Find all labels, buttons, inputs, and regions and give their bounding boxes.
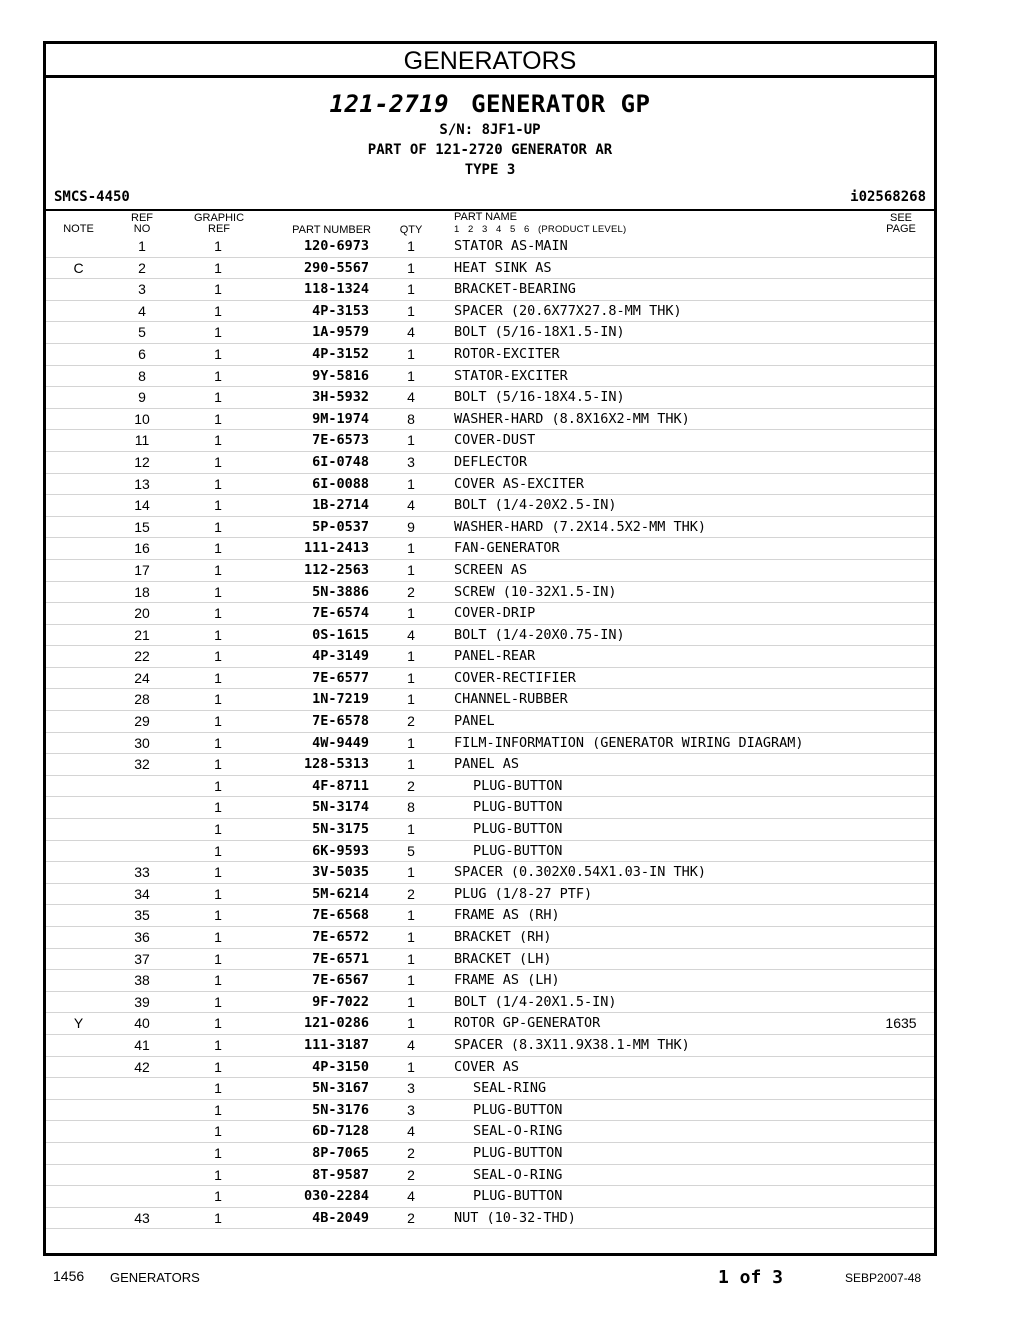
qty-cell: 8	[407, 799, 415, 816]
qty-cell: 1	[407, 605, 415, 622]
part-number-cell: 118-1324	[303, 281, 369, 298]
type-line: TYPE 3	[464, 162, 516, 178]
part-name-cell: SEAL-O-RING	[473, 1166, 563, 1183]
part-name-cell: SCREW (10-32X1.5-IN)	[454, 583, 617, 600]
qty-cell: 1	[407, 238, 415, 254]
table-row	[46, 711, 934, 733]
qty-cell: 2	[407, 1166, 415, 1183]
table-row	[46, 495, 934, 517]
part-name-cell: PANEL-REAR	[454, 648, 536, 665]
qty-cell: 4	[407, 626, 415, 643]
graphic-ref-cell: 1	[214, 842, 222, 859]
qty-cell: 1	[407, 929, 415, 945]
graphic-ref-cell: 1	[214, 864, 222, 881]
part-of-line: PART OF 121-2720 GENERATOR AR	[367, 142, 613, 158]
part-name-cell: SEAL-O-RING	[473, 1123, 563, 1140]
see-page-cell: 1635	[885, 1015, 917, 1032]
graphic-ref-cell: 1	[214, 1036, 222, 1053]
part-name-cell: PANEL AS	[454, 756, 520, 773]
col-header-ref-no: REF NO	[131, 212, 153, 235]
parts-page-frame	[43, 41, 937, 1256]
qty-cell: 4	[407, 389, 415, 406]
table-row	[46, 517, 934, 539]
qty-cell: 2	[407, 885, 415, 902]
part-name-cell: FRAME AS (LH)	[454, 972, 560, 989]
table-row	[46, 1013, 934, 1035]
part-number-cell: 128-5313	[303, 756, 369, 773]
part-name-cell: ROTOR-EXCITER	[454, 345, 560, 362]
graphic-ref-cell: 1	[214, 518, 222, 535]
part-name-cell: BOLT (1/4-20X1.5-IN)	[454, 993, 617, 1010]
smcs-code: SMCS-4450	[54, 189, 130, 205]
ref-no-cell: 40	[134, 1015, 150, 1032]
qty-cell: 1	[407, 821, 415, 838]
ref-no-cell: 1	[138, 238, 146, 254]
table-row	[46, 366, 934, 388]
qty-cell: 3	[407, 1080, 415, 1097]
ref-no-cell: 21	[134, 626, 150, 643]
graphic-ref-cell: 1	[214, 821, 222, 838]
table-row	[46, 625, 934, 647]
table-row	[46, 560, 934, 582]
part-name-cell: SPACER (0.302X0.54X1.03-IN THK)	[454, 864, 706, 881]
table-row	[46, 646, 934, 668]
part-name-cell: PLUG-BUTTON	[473, 842, 563, 859]
part-number-cell: 4W-9449	[312, 734, 369, 751]
table-row	[46, 776, 934, 798]
note-cell: C	[73, 259, 84, 276]
graphic-ref-cell: 1	[214, 626, 222, 643]
part-name-cell: PLUG-BUTTON	[473, 1101, 563, 1118]
graphic-ref-cell: 1	[214, 453, 222, 470]
part-name-cell: BRACKET (RH)	[454, 929, 552, 945]
ref-no-cell: 12	[134, 453, 150, 470]
part-number-cell: 1A-9579	[312, 324, 369, 341]
part-number-cell: 9Y-5816	[312, 367, 369, 384]
table-row	[46, 1186, 934, 1208]
part-number-cell: 5N-3175	[312, 821, 369, 838]
table-row	[46, 733, 934, 755]
part-number-cell: 4B-2049	[312, 1209, 369, 1226]
ref-no-cell: 8	[138, 367, 146, 384]
table-row	[46, 538, 934, 560]
graphic-ref-cell: 1	[214, 345, 222, 362]
footer-doc-id: SEBP2007-48	[845, 1271, 922, 1285]
graphic-ref-cell: 1	[214, 561, 222, 578]
part-number-cell: 5M-6214	[312, 885, 369, 902]
qty-cell: 2	[407, 1144, 415, 1161]
part-name-cell: COVER-DRIP	[454, 605, 536, 622]
table-row	[46, 344, 934, 366]
part-name-cell: STATOR AS-MAIN	[454, 238, 568, 254]
ref-no-cell: 39	[134, 993, 150, 1010]
graphic-ref-cell: 1	[214, 497, 222, 514]
qty-cell: 1	[407, 993, 415, 1010]
table-row	[46, 474, 934, 496]
part-name-cell: PLUG-BUTTON	[473, 799, 563, 816]
part-name-cell: COVER AS	[454, 1058, 520, 1075]
part-number-cell: 8T-9587	[312, 1166, 369, 1183]
table-row	[46, 905, 934, 927]
table-row	[46, 1078, 934, 1100]
part-number-cell: 5N-3174	[312, 799, 369, 816]
ref-no-cell: 42	[134, 1058, 150, 1075]
graphic-ref-cell: 1	[214, 1101, 222, 1118]
ref-no-cell: 43	[134, 1209, 150, 1226]
ref-no-cell: 29	[134, 713, 150, 730]
part-name-cell: SPACER (20.6X77X27.8-MM THK)	[454, 302, 682, 319]
graphic-ref-cell: 1	[214, 929, 222, 945]
part-number-cell: 1B-2714	[312, 497, 369, 514]
col-header-part-name: PART NAME	[454, 211, 517, 223]
ref-no-cell: 3	[138, 281, 146, 298]
ref-no-cell: 4	[138, 302, 146, 319]
part-name-cell: BOLT (5/16-18X4.5-IN)	[454, 389, 625, 406]
ref-no-cell: 14	[134, 497, 150, 514]
graphic-ref-cell: 1	[214, 432, 222, 449]
part-name-cell: BOLT (1/4-20X0.75-IN)	[454, 626, 625, 643]
part-number-cell: 7E-6573	[312, 432, 369, 449]
table-row	[46, 258, 934, 280]
ref-no-cell: 22	[134, 648, 150, 665]
table-row	[46, 1121, 934, 1143]
part-name-cell: CHANNEL-RUBBER	[454, 691, 568, 708]
qty-cell: 1	[407, 281, 415, 298]
graphic-ref-cell: 1	[214, 410, 222, 427]
ref-no-cell: 38	[134, 972, 150, 989]
parts-table	[46, 236, 934, 1229]
part-name-cell: STATOR-EXCITER	[454, 367, 568, 384]
part-name-cell: WASHER-HARD (7.2X14.5X2-MM THK)	[454, 518, 706, 535]
part-name-cell: BOLT (1/4-20X2.5-IN)	[454, 497, 617, 514]
graphic-ref-cell: 1	[214, 648, 222, 665]
part-number-cell: 7E-6571	[312, 950, 369, 967]
part-name-cell: PLUG-BUTTON	[473, 1188, 563, 1205]
ref-no-cell: 13	[134, 475, 150, 492]
graphic-ref-cell: 1	[214, 389, 222, 406]
graphic-ref-cell: 1	[214, 1144, 222, 1161]
table-row	[46, 927, 934, 949]
part-number-cell: 3V-5035	[312, 864, 369, 881]
part-number-cell: 5N-3886	[312, 583, 369, 600]
footer-section: GENERATORS	[110, 1270, 200, 1285]
part-name-cell: DEFLECTOR	[454, 453, 528, 470]
part-number-cell: 121-0286	[303, 1015, 369, 1032]
serial-number: S/N: 8JF1-UP	[439, 122, 541, 138]
ref-no-cell: 10	[134, 410, 150, 427]
qty-cell: 1	[407, 864, 415, 881]
part-number-cell: 030-2284	[303, 1188, 369, 1205]
graphic-ref-cell: 1	[214, 1188, 222, 1205]
table-row	[46, 236, 934, 258]
part-number-cell: 5P-0537	[312, 518, 369, 535]
graphic-ref-cell: 1	[214, 1123, 222, 1140]
part-name-cell: COVER-RECTIFIER	[454, 669, 576, 686]
graphic-ref-cell: 1	[214, 691, 222, 708]
part-number-cell: 6I-0088	[312, 475, 369, 492]
qty-cell: 5	[407, 842, 415, 859]
graphic-ref-cell: 1	[214, 972, 222, 989]
part-name-cell: FILM-INFORMATION (GENERATOR WIRING DIAGRAM)	[454, 734, 804, 751]
qty-cell: 1	[407, 561, 415, 578]
qty-cell: 3	[407, 453, 415, 470]
qty-cell: 2	[407, 1209, 415, 1226]
graphic-ref-cell: 1	[214, 799, 222, 816]
table-row	[46, 430, 934, 452]
graphic-ref-cell: 1	[214, 950, 222, 967]
qty-cell: 1	[407, 540, 415, 557]
ref-no-cell: 24	[134, 669, 150, 686]
graphic-ref-cell: 1	[214, 540, 222, 557]
group-name: GENERATOR GP	[471, 90, 651, 118]
part-name-cell: BOLT (5/16-18X1.5-IN)	[454, 324, 625, 341]
part-name-cell: NUT (10-32-THD)	[454, 1209, 576, 1226]
qty-cell: 1	[407, 259, 415, 276]
qty-cell: 1	[407, 972, 415, 989]
col-header-product-level: 1 2 3 4 5 6 (PRODUCT LEVEL)	[454, 224, 627, 235]
qty-cell: 3	[407, 1101, 415, 1118]
table-row	[46, 1208, 934, 1230]
table-row	[46, 1143, 934, 1165]
graphic-ref-cell: 1	[214, 475, 222, 492]
ref-no-cell: 33	[134, 864, 150, 881]
graphic-ref-cell: 1	[214, 238, 222, 254]
part-name-cell: BRACKET (LH)	[454, 950, 552, 967]
group-title	[46, 89, 934, 119]
part-number-cell: 7E-6567	[312, 972, 369, 989]
table-row	[46, 992, 934, 1014]
graphic-ref-cell: 1	[214, 1166, 222, 1183]
ref-no-cell: 11	[134, 432, 150, 449]
graphic-ref-cell: 1	[214, 302, 222, 319]
qty-cell: 4	[407, 324, 415, 341]
part-name-cell: PANEL	[454, 713, 495, 730]
qty-cell: 1	[407, 1058, 415, 1075]
part-number-cell: 5N-3176	[312, 1101, 369, 1118]
graphic-ref-cell: 1	[214, 1015, 222, 1032]
part-name-cell: SPACER (8.3X11.9X38.1-MM THK)	[454, 1036, 690, 1053]
ref-no-cell: 35	[134, 907, 150, 924]
part-name-cell: PLUG (1/8-27 PTF)	[454, 885, 593, 902]
table-row	[46, 884, 934, 906]
qty-cell: 1	[407, 1015, 415, 1032]
qty-cell: 4	[407, 1036, 415, 1053]
part-name-cell: ROTOR GP-GENERATOR	[454, 1015, 601, 1032]
ref-no-cell: 16	[134, 540, 150, 557]
col-header-note: NOTE	[63, 223, 94, 235]
qty-cell: 1	[407, 691, 415, 708]
col-header-graphic-ref: GRAPHIC REF	[193, 212, 245, 235]
qty-cell: 1	[407, 345, 415, 362]
ref-no-cell: 41	[134, 1036, 150, 1053]
ref-no-cell: 15	[134, 518, 150, 535]
graphic-ref-cell: 1	[214, 885, 222, 902]
qty-cell: 1	[407, 367, 415, 384]
part-number-cell: 6D-7128	[312, 1123, 369, 1140]
ref-no-cell: 30	[134, 734, 150, 751]
part-number-cell: 0S-1615	[312, 626, 369, 643]
graphic-ref-cell: 1	[214, 734, 222, 751]
ref-no-cell: 37	[134, 950, 150, 967]
table-row	[46, 862, 934, 884]
ref-no-cell: 18	[134, 583, 150, 600]
table-row	[46, 301, 934, 323]
table-row	[46, 387, 934, 409]
part-name-cell: PLUG-BUTTON	[473, 777, 563, 794]
qty-cell: 2	[407, 583, 415, 600]
part-number-cell: 7E-6578	[312, 713, 369, 730]
table-row	[46, 279, 934, 301]
ref-no-cell: 36	[134, 929, 150, 945]
graphic-ref-cell: 1	[214, 281, 222, 298]
part-number-cell: 4P-3152	[312, 345, 369, 362]
part-number-cell: 111-2413	[303, 540, 369, 557]
part-number-cell: 5N-3167	[312, 1080, 369, 1097]
table-row	[46, 819, 934, 841]
group-number: 121-2719	[329, 90, 450, 118]
qty-cell: 1	[407, 669, 415, 686]
table-row	[46, 797, 934, 819]
part-name-cell: SCREEN AS	[454, 561, 528, 578]
ref-no-cell: 9	[138, 389, 146, 406]
qty-cell: 4	[407, 1188, 415, 1205]
table-row	[46, 949, 934, 971]
part-number-cell: 9F-7022	[312, 993, 369, 1010]
part-number-cell: 4P-3150	[312, 1058, 369, 1075]
ref-no-cell: 32	[134, 756, 150, 773]
graphic-ref-cell: 1	[214, 669, 222, 686]
table-row	[46, 582, 934, 604]
graphic-ref-cell: 1	[214, 583, 222, 600]
qty-cell: 1	[407, 475, 415, 492]
graphic-ref-cell: 1	[214, 259, 222, 276]
part-name-cell: HEAT SINK AS	[454, 259, 552, 276]
part-number-cell: 8P-7065	[312, 1144, 369, 1161]
part-number-cell: 7E-6574	[312, 605, 369, 622]
part-number-cell: 4P-3149	[312, 648, 369, 665]
part-name-cell: FAN-GENERATOR	[454, 540, 560, 557]
qty-cell: 1	[407, 756, 415, 773]
part-number-cell: 120-6973	[303, 238, 369, 254]
part-number-cell: 1N-7219	[312, 691, 369, 708]
col-header-qty: QTY	[399, 224, 423, 236]
part-name-cell: PLUG-BUTTON	[473, 1144, 563, 1161]
part-number-cell: 7E-6568	[312, 907, 369, 924]
part-number-cell: 6K-9593	[312, 842, 369, 859]
graphic-ref-cell: 1	[214, 713, 222, 730]
part-name-cell: COVER-DUST	[454, 432, 536, 449]
table-row	[46, 668, 934, 690]
qty-cell: 4	[407, 497, 415, 514]
part-number-cell: 7E-6572	[312, 929, 369, 945]
footer-page-count: 1 of 3	[718, 1267, 784, 1288]
table-row	[46, 1035, 934, 1057]
graphic-ref-cell: 1	[214, 367, 222, 384]
note-cell: Y	[73, 1015, 84, 1032]
part-number-cell: 7E-6577	[312, 669, 369, 686]
table-row	[46, 603, 934, 625]
graphic-ref-cell: 1	[214, 324, 222, 341]
ref-no-cell: 28	[134, 691, 150, 708]
qty-cell: 1	[407, 950, 415, 967]
col-header-part-number: PART NUMBER	[292, 224, 371, 236]
graphic-ref-cell: 1	[214, 1058, 222, 1075]
qty-cell: 2	[407, 777, 415, 794]
table-row	[46, 841, 934, 863]
part-number-cell: 6I-0748	[312, 453, 369, 470]
table-row	[46, 1165, 934, 1187]
graphic-ref-cell: 1	[214, 907, 222, 924]
part-name-cell: SEAL-RING	[473, 1080, 547, 1097]
part-name-cell: WASHER-HARD (8.8X16X2-MM THK)	[454, 410, 690, 427]
qty-cell: 1	[407, 907, 415, 924]
qty-cell: 1	[407, 648, 415, 665]
qty-cell: 1	[407, 432, 415, 449]
part-name-cell: COVER AS-EXCITER	[454, 475, 585, 492]
ref-no-cell: 6	[138, 345, 146, 362]
table-row	[46, 322, 934, 344]
part-name-cell: PLUG-BUTTON	[473, 821, 563, 838]
table-row	[46, 1057, 934, 1079]
qty-cell: 1	[407, 734, 415, 751]
footer-page-number: 1456	[53, 1268, 85, 1284]
qty-cell: 9	[407, 518, 415, 535]
graphic-ref-cell: 1	[214, 605, 222, 622]
table-row	[46, 409, 934, 431]
table-row	[46, 452, 934, 474]
illustration-id: i02568268	[850, 189, 926, 205]
graphic-ref-cell: 1	[214, 777, 222, 794]
part-name-cell: BRACKET-BEARING	[454, 281, 576, 298]
graphic-ref-cell: 1	[214, 993, 222, 1010]
part-number-cell: 290-5567	[303, 259, 369, 276]
qty-cell: 4	[407, 1123, 415, 1140]
table-row	[46, 1100, 934, 1122]
qty-cell: 1	[407, 302, 415, 319]
ref-no-cell: 17	[134, 561, 150, 578]
part-number-cell: 4P-3153	[312, 302, 369, 319]
ref-no-cell: 34	[134, 885, 150, 902]
qty-cell: 8	[407, 410, 415, 427]
part-number-cell: 3H-5932	[312, 389, 369, 406]
graphic-ref-cell: 1	[214, 1080, 222, 1097]
table-row	[46, 754, 934, 776]
part-number-cell: 111-3187	[303, 1036, 369, 1053]
ref-no-cell: 20	[134, 605, 150, 622]
ref-no-cell: 5	[138, 324, 146, 341]
graphic-ref-cell: 1	[214, 756, 222, 773]
col-header-see-page: SEE PAGE	[886, 212, 916, 235]
part-number-cell: 9M-1974	[312, 410, 369, 427]
part-name-cell: FRAME AS (RH)	[454, 907, 560, 924]
ref-no-cell: 2	[138, 259, 146, 276]
part-number-cell: 112-2563	[303, 561, 369, 578]
qty-cell: 2	[407, 713, 415, 730]
section-title: GENERATORS	[46, 44, 934, 78]
table-row	[46, 689, 934, 711]
graphic-ref-cell: 1	[214, 1209, 222, 1226]
part-number-cell: 4F-8711	[312, 777, 369, 794]
table-row	[46, 970, 934, 992]
